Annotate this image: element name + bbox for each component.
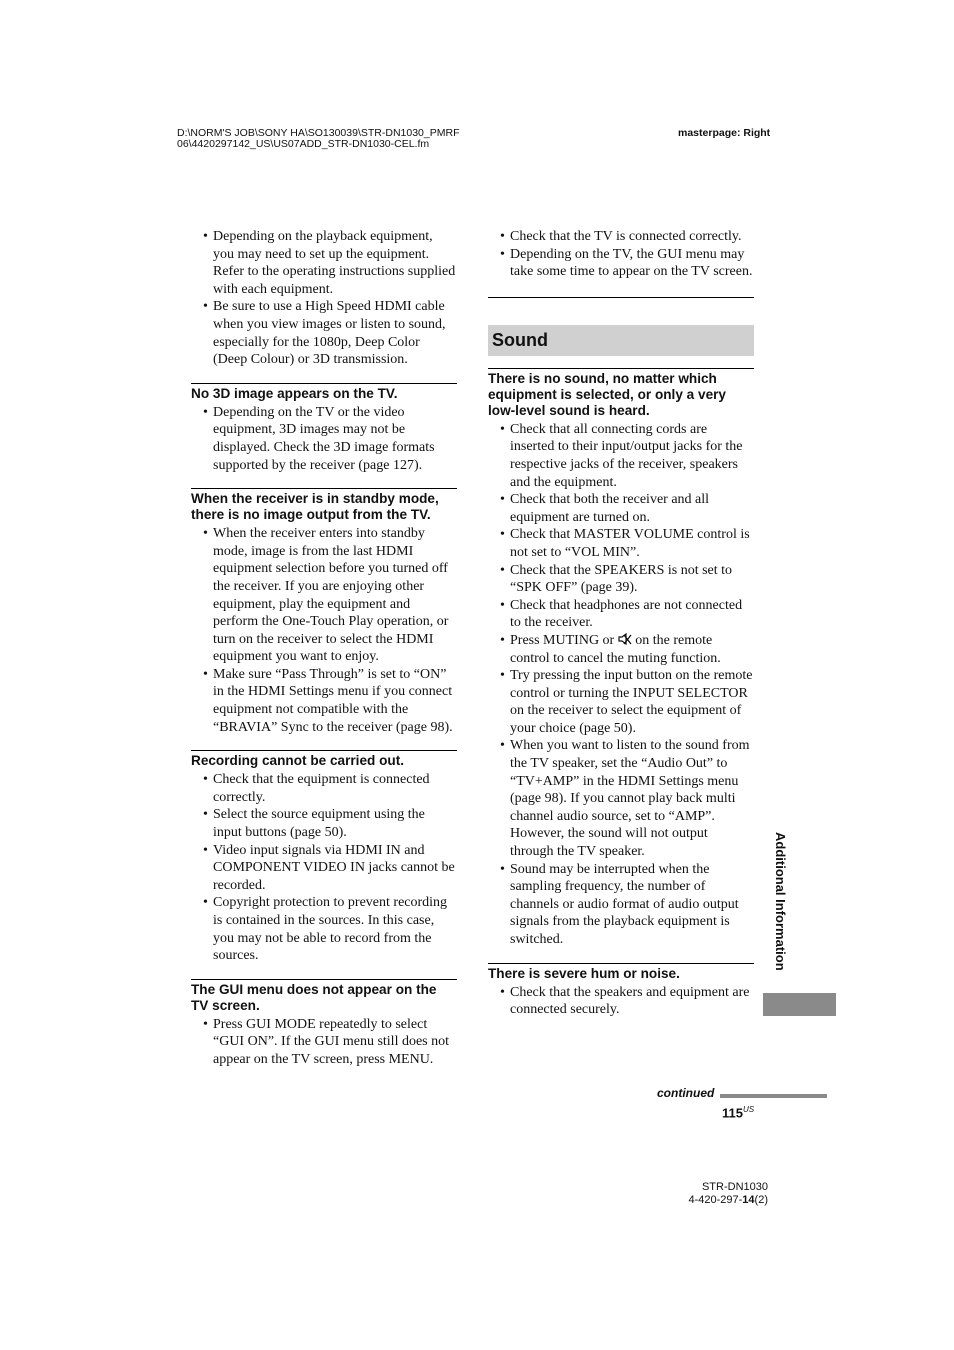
footer-model: STR-DN1030 bbox=[701, 1181, 768, 1193]
list-item: • Select the source equipment using the input buttons (page 50). bbox=[191, 806, 457, 841]
side-tab-block bbox=[763, 993, 836, 1016]
footer-code-suffix: (2) bbox=[754, 1194, 768, 1206]
section-heading: There is no sound, no matter which equipment is selected, or only a very low-level sound is heard. bbox=[488, 370, 726, 418]
list-item-muting bbox=[488, 632, 754, 667]
header-masterpage: masterpage: Right bbox=[678, 127, 771, 139]
list-item: • Depending on the playback equipment, you may need to set up the equipment. Refer to the operating instructions supplied with each equipment. bbox=[191, 228, 457, 298]
list-item: • When the receiver enters into standby mode, image is from the last HDMI equipment selection before you turned off the receiver. If you are enjoying other equipment, play the equipment and perform the One-Touch Play operation, or turn on the receiver to select the HDMI equipment you want to enjoy. bbox=[191, 525, 457, 666]
list-item: • Check that the speakers and equipment are connected securely. bbox=[488, 984, 754, 1019]
list-item: • Copyright protection to prevent recording is contained in the sources. In this case, you may not be able to record from the sources. bbox=[191, 894, 457, 964]
sound-section-title: Sound bbox=[488, 325, 754, 356]
footer-code-prefix: 4-420-297- bbox=[688, 1194, 743, 1206]
section-list bbox=[191, 404, 457, 474]
muting-text-after: on the remote control to cancel the muting function. bbox=[510, 632, 721, 666]
section-heading: The GUI menu does not appear on the TV screen. bbox=[191, 981, 437, 1013]
section-heading: Recording cannot be carried out. bbox=[191, 753, 404, 769]
section-no-sound bbox=[488, 368, 754, 949]
right-intro-list bbox=[488, 228, 754, 281]
left-column bbox=[191, 228, 457, 1069]
header-file-path bbox=[177, 128, 459, 150]
section-list bbox=[191, 771, 457, 965]
list-item: • When you want to listen to the sound from the TV speaker, set the “Audio Out” to “TV+AMP” in the HDMI Settings menu (page 98). If you cannot play back multi channel audio source, set to “AMP”. However, the sound will not output through the TV speaker. bbox=[488, 737, 754, 860]
footer-code-bold: 14 bbox=[742, 1194, 755, 1206]
list-item: • Check that the equipment is connected correctly. bbox=[191, 771, 457, 806]
list-item: • Check that MASTER VOLUME control is not set to “VOL MIN”. bbox=[488, 526, 754, 561]
list-item: • Video input signals via HDMI IN and COMPONENT VIDEO IN jacks cannot be recorded. bbox=[191, 842, 457, 895]
footer-model-code bbox=[686, 1181, 768, 1207]
section-heading: There is severe hum or noise. bbox=[488, 965, 680, 981]
header-path-line-2: 06\4420297142_US\US07ADD_STR-DN1030-CEL.fm bbox=[177, 138, 430, 150]
left-intro-list bbox=[191, 228, 457, 369]
continued-label: continued bbox=[657, 1086, 715, 1100]
section-gui-menu bbox=[191, 979, 457, 1069]
list-item: • Check that the TV is connected correctly. bbox=[488, 228, 754, 246]
right-column bbox=[488, 228, 754, 1019]
side-tab-label: Additional Information bbox=[773, 832, 788, 971]
section-list bbox=[191, 525, 457, 736]
section-recording bbox=[191, 750, 457, 965]
list-item: • Depending on the TV or the video equipment, 3D images may not be displayed. Check the 3D image formats supported by the receiver (page 127). bbox=[191, 404, 457, 474]
section-no-3d-image bbox=[191, 383, 457, 474]
continued-bar bbox=[720, 1094, 827, 1098]
page-number-suffix: US bbox=[742, 1105, 755, 1114]
page-number-value: 115 bbox=[722, 1105, 743, 1121]
list-item: • Be sure to use a High Speed HDMI cable when you view images or listen to sound, especially for the 1080p, Deep Color (Deep Colour) or 3D transmission. bbox=[191, 298, 457, 368]
divider bbox=[488, 297, 754, 298]
section-heading: When the receiver is in standby mode, there is no image output from the TV. bbox=[191, 491, 439, 523]
section-list bbox=[488, 984, 754, 1019]
page-number bbox=[722, 1102, 754, 1121]
list-item: • Try pressing the input button on the remote control or turning the INPUT SELECTOR on the receiver to select the equipment of your choice (page 50). bbox=[488, 667, 754, 737]
muting-text-before: Press MUTING or bbox=[510, 632, 618, 648]
list-item: • Make sure “Pass Through” is set to “ON” in the HDMI Settings menu if you connect equipment not compatible with the “BRAVIA” Sync to the receiver (page 98). bbox=[191, 666, 457, 736]
list-item: • Depending on the TV, the GUI menu may take some time to appear on the TV screen. bbox=[488, 246, 754, 281]
list-item: • Check that both the receiver and all equipment are turned on. bbox=[488, 491, 754, 526]
header-path-line-1: D:\NORM'S JOB\SONY HA\SO130039\STR-DN1030_PMRF bbox=[177, 127, 460, 139]
list-item: • Check that headphones are not connected to the receiver. bbox=[488, 597, 754, 632]
section-hum-noise bbox=[488, 963, 754, 1019]
section-list bbox=[488, 421, 754, 949]
section-standby-no-image bbox=[191, 488, 457, 736]
section-heading: No 3D image appears on the TV. bbox=[191, 385, 398, 401]
mute-speaker-icon bbox=[618, 633, 632, 645]
list-item: • Press GUI MODE repeatedly to select “GUI ON”. If the GUI menu still does not appear on the TV screen, press MENU. bbox=[191, 1016, 457, 1069]
list-item: • Check that the SPEAKERS is not set to “SPK OFF” (page 39). bbox=[488, 562, 754, 597]
list-item: • Sound may be interrupted when the sampling frequency, the number of channels or audio format of audio output signals from the playback equipment is switched. bbox=[488, 861, 754, 949]
list-item: • Check that all connecting cords are inserted to their input/output jacks for the respective jacks of the receiver, speakers and the equipment. bbox=[488, 421, 754, 491]
footer-code bbox=[686, 1194, 768, 1207]
section-list bbox=[191, 1016, 457, 1069]
